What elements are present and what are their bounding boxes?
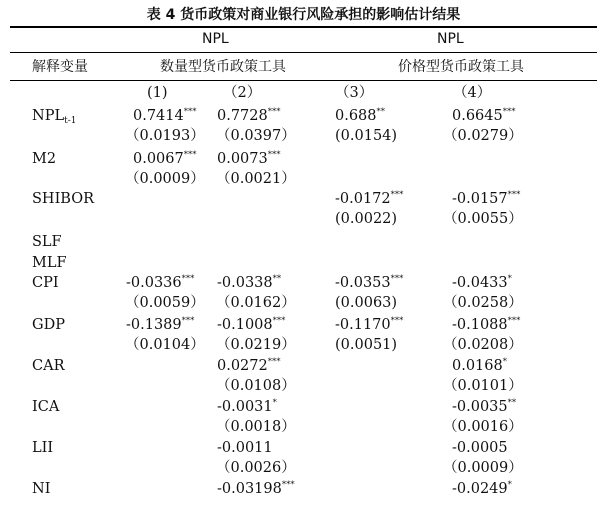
se-cell: （0.0279）	[443, 128, 523, 144]
coef-cell: 0.688**	[335, 107, 386, 124]
row-label-shibor: SHIBOR	[32, 191, 95, 207]
se-cell: （0.0018）	[216, 419, 296, 435]
coef-cell: -0.1008***	[217, 316, 286, 333]
se-cell: （0.0193）	[125, 128, 205, 144]
row-label-lii: LII	[32, 440, 54, 456]
header-npl-right: NPL	[437, 31, 464, 47]
se-cell: （0.0219）	[216, 337, 296, 353]
se-cell: （0.0009）	[443, 460, 523, 476]
coef-cell: -0.1170***	[335, 316, 404, 333]
coef-cell: 0.0073***	[217, 150, 281, 167]
row-label-gdp: GDP	[32, 317, 65, 333]
row-label-ni: NI	[32, 481, 51, 497]
coef-cell: -0.0031*	[217, 398, 277, 415]
col-header-2: （2）	[223, 85, 262, 101]
coef-cell: -0.0011	[217, 440, 273, 456]
col-header-3: （3）	[335, 85, 374, 101]
row-label-cpi: CPI	[32, 275, 59, 291]
header-price-tools: 价格型货币政策工具	[398, 59, 524, 75]
se-cell: （0.0009）	[125, 171, 205, 187]
se-cell: (0.0063)	[335, 295, 398, 311]
se-cell: （0.0016）	[443, 419, 523, 435]
se-cell: （0.0021）	[216, 171, 296, 187]
row-label-mlf: MLF	[32, 255, 67, 271]
coef-cell: 0.7414***	[133, 107, 197, 124]
coef-cell: 0.6645***	[452, 107, 516, 124]
col-header-4: （4）	[453, 85, 492, 101]
se-cell: （0.0162）	[216, 295, 296, 311]
coef-cell: -0.0353***	[335, 274, 404, 291]
npl-divider-rule	[10, 52, 597, 53]
row-label-npl-lag: $NPL_{t-1}$	[32, 108, 77, 126]
top-rule	[10, 26, 597, 28]
row-label-m2: M2	[32, 151, 57, 167]
header-quantity-tools: 数量型货币政策工具	[160, 59, 286, 75]
row-label-car: CAR	[32, 358, 65, 374]
coef-cell: -0.0433*	[452, 274, 512, 291]
se-cell: (0.0022)	[335, 211, 398, 227]
coef-cell: -0.0249*	[452, 480, 512, 497]
coef-cell: 0.7728***	[217, 107, 281, 124]
col-header-1: (1)	[147, 85, 168, 101]
row-label-ica: ICA	[32, 399, 60, 415]
coef-cell: 0.0067***	[133, 150, 197, 167]
se-cell: (0.0154)	[335, 128, 398, 144]
table-title: 表 4 货币政策对商业银行风险承担的影响估计结果	[146, 7, 461, 23]
se-cell: (0.0051)	[335, 337, 398, 353]
coef-cell: -0.1389***	[126, 316, 195, 333]
se-cell: （0.0208）	[443, 337, 523, 353]
coef-cell: -0.0157***	[452, 190, 521, 207]
coef-cell: -0.0005	[452, 440, 508, 456]
coef-cell: -0.0035**	[452, 398, 517, 415]
header-bottom-rule	[10, 80, 597, 81]
se-cell: （0.0101）	[443, 378, 523, 394]
se-cell: （0.0258）	[443, 295, 523, 311]
se-cell: （0.0108）	[216, 378, 296, 394]
coef-cell: -0.0336***	[126, 274, 195, 291]
header-explanatory: 解释变量	[32, 59, 88, 75]
coef-cell: 0.0272***	[217, 357, 281, 374]
se-cell: （0.0397）	[216, 128, 296, 144]
coef-cell: -0.0338**	[217, 274, 282, 291]
row-label-slf: SLF	[32, 234, 62, 250]
se-cell: （0.0059）	[125, 295, 205, 311]
se-cell: （0.0026）	[216, 460, 296, 476]
header-npl-left: NPL	[202, 31, 229, 47]
coef-cell: -0.0172***	[335, 190, 404, 207]
coef-cell: -0.03198***	[217, 480, 295, 497]
se-cell: （0.0104）	[125, 337, 205, 353]
coef-cell: 0.0168*	[452, 357, 507, 374]
coef-cell: -0.1088***	[452, 316, 521, 333]
se-cell: （0.0055）	[443, 211, 523, 227]
